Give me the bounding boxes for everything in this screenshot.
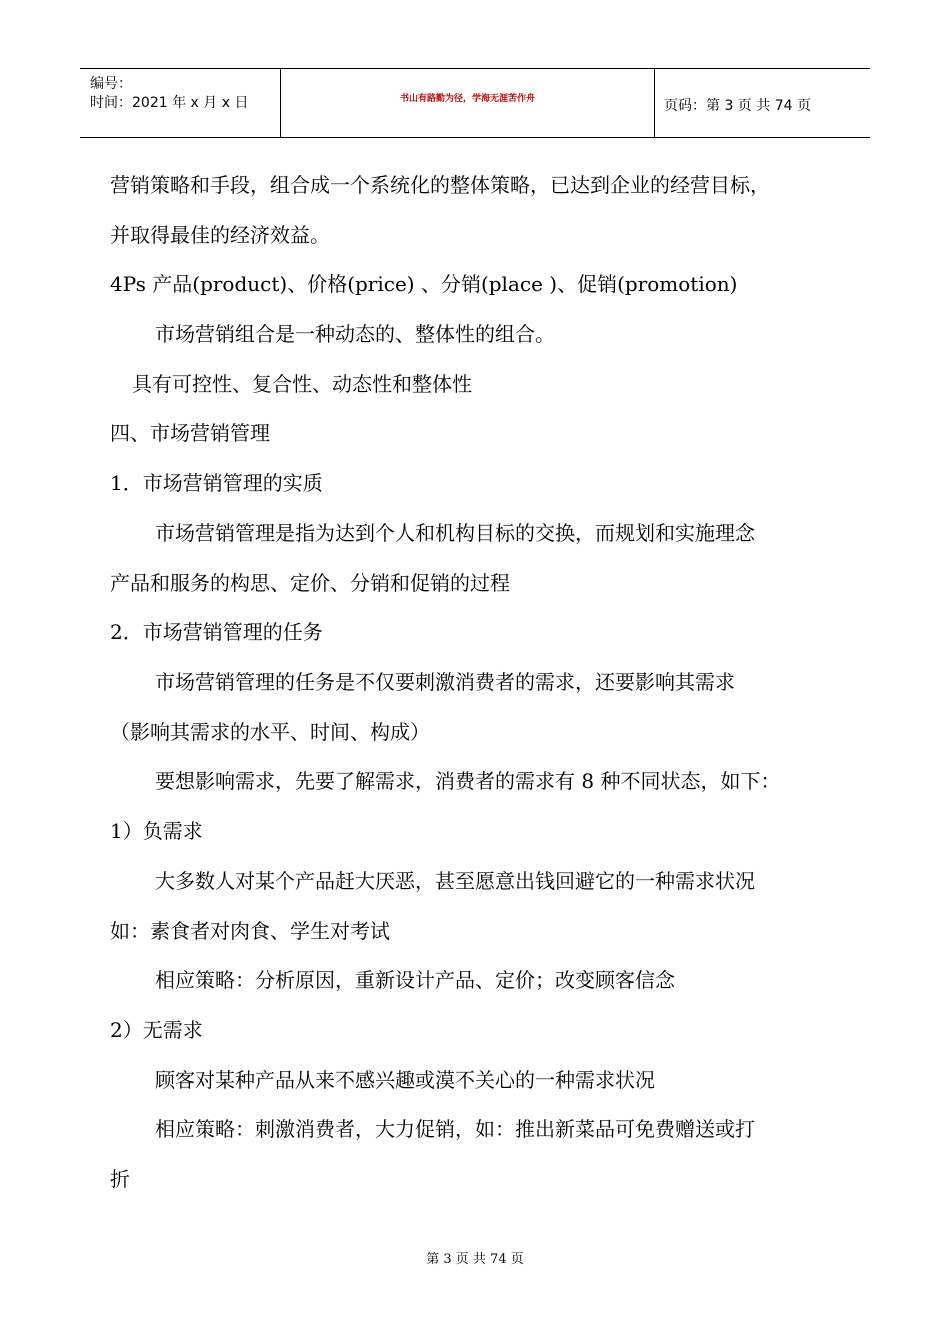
subsection-heading: 1．市场营销管理的实质: [110, 471, 323, 495]
header-right-cell: [654, 69, 870, 137]
header-motto-cell: [280, 69, 655, 137]
section-heading: 四、市场营销管理: [110, 421, 270, 445]
header-left-cell: [80, 69, 280, 137]
body-line: 市场营销组合是一种动态的、整体性的组合。: [155, 322, 555, 346]
body-line: （影响其需求的水平、时间、构成）: [110, 720, 430, 744]
body-line: 相应策略：刺激消费者，大力促销，如：推出新菜品可免费赠送或打: [155, 1117, 755, 1141]
body-line: 相应策略：分析原因，重新设计产品、定价；改变顾客信念: [155, 968, 675, 992]
page-header: [80, 68, 870, 138]
page-footer: 第 3 页 共 74 页: [426, 1252, 524, 1267]
header-motto: 书山有路勤为径，学海无涯苦作舟: [399, 94, 535, 104]
list-item-heading: 2）无需求: [110, 1018, 203, 1042]
list-item-heading: 1）负需求: [110, 819, 203, 843]
document-number-label: 编号：: [90, 76, 132, 92]
subsection-heading: 2．市场营销管理的任务: [110, 620, 323, 644]
body-line: 折: [110, 1167, 130, 1191]
body-line: 营销策略和手段，组合成一个系统化的整体策略，已达到企业的经营目标，: [110, 173, 770, 197]
body-line: 市场营销管理是指为达到个人和机构目标的交换，而规划和实施理念: [155, 521, 755, 545]
body-line: 如：素食者对肉食、学生对考试: [110, 919, 390, 943]
body-line: 要想影响需求，先要了解需求，消费者的需求有 8 种不同状态，如下：: [155, 769, 781, 793]
header-page-info: 页码：第 3 页 共 74 页: [664, 98, 811, 114]
document-time-label: 时间：2021 年 x 月 x 日: [90, 95, 249, 111]
body-line: 大多数人对某个产品赶大厌恶，甚至愿意出钱回避它的一种需求状况: [155, 869, 755, 893]
body-line: 顾客对某种产品从来不感兴趣或漠不关心的一种需求状况: [155, 1068, 655, 1092]
body-line: 4Ps 产品(product)、价格(price) 、分销(place )、促销(promotion): [110, 272, 738, 296]
body-line: 并取得最佳的经济效益。: [110, 223, 330, 247]
body-line: 产品和服务的构思、定价、分销和促销的过程: [110, 571, 510, 595]
body-line: 市场营销管理的任务是不仅要刺激消费者的需求，还要影响其需求: [155, 670, 735, 694]
body-line: 具有可控性、复合性、动态性和整体性: [132, 372, 472, 396]
